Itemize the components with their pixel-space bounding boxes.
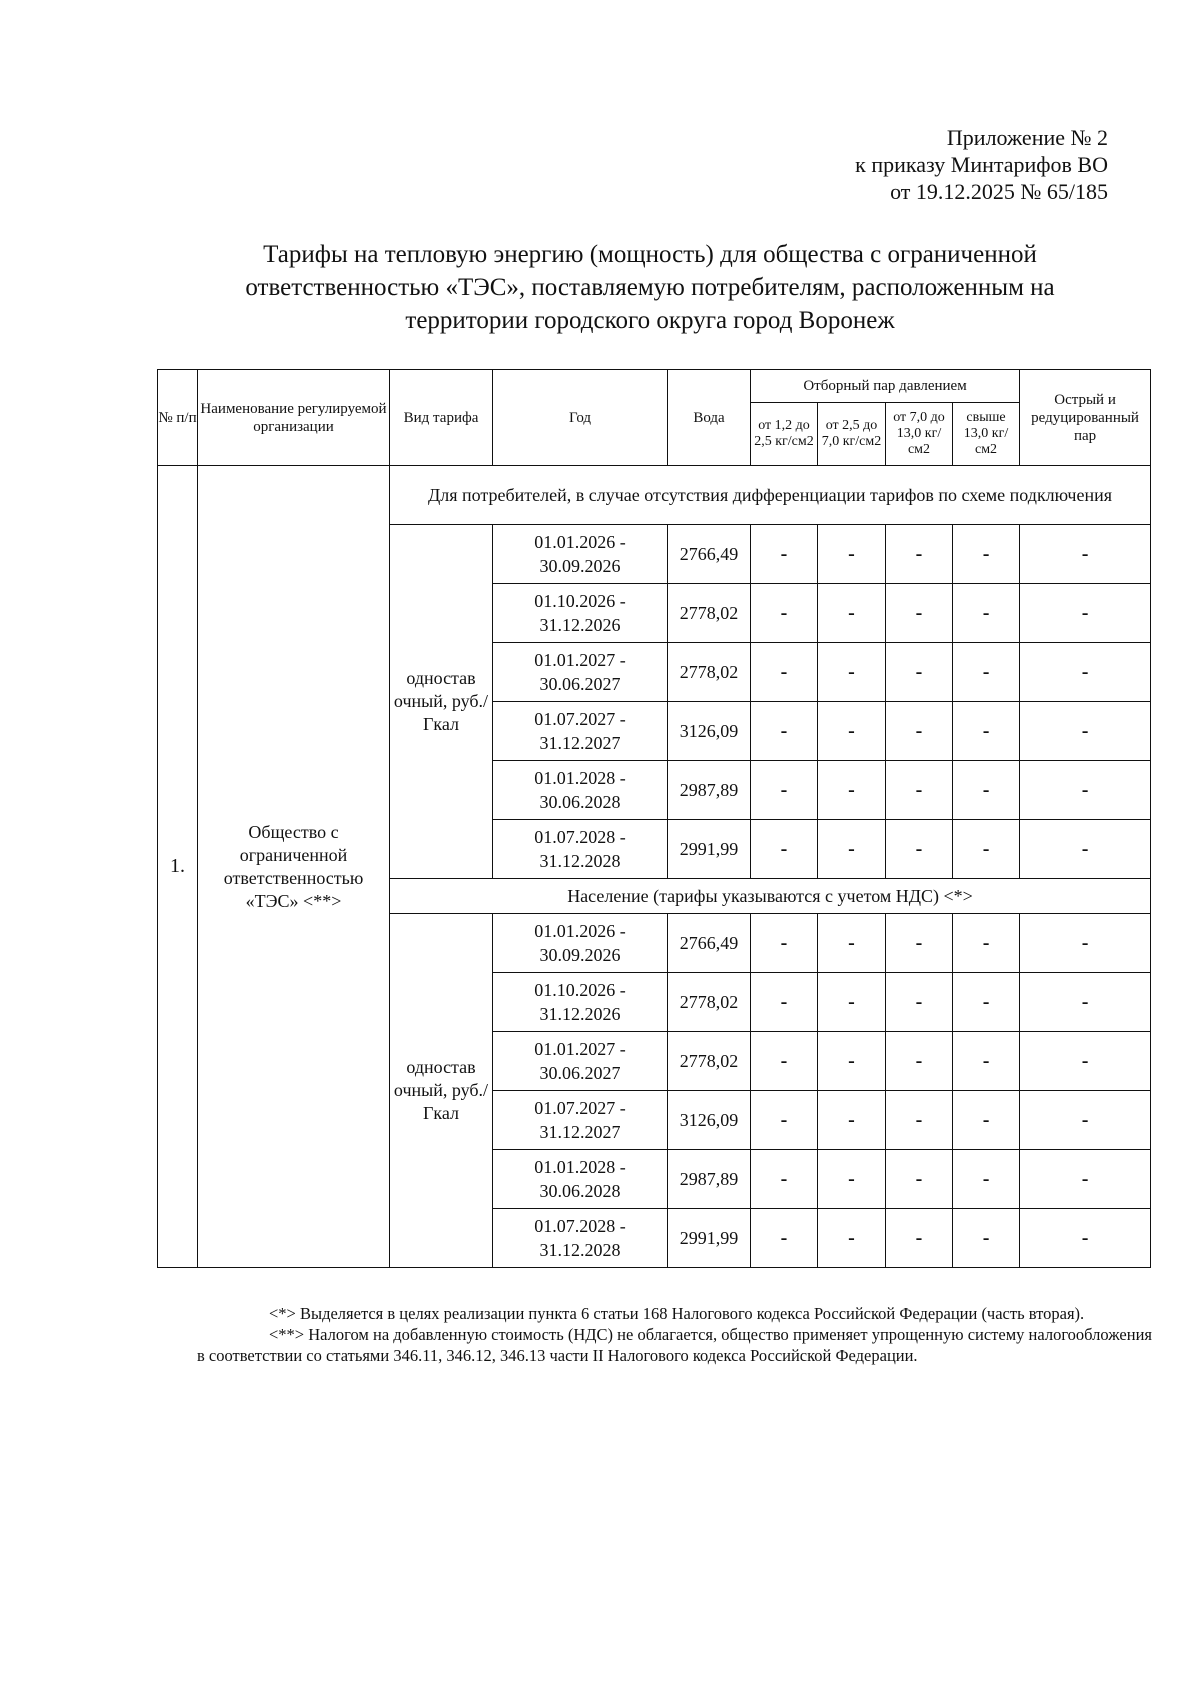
period-cell: 01.01.2028 - 30.06.2028: [493, 761, 668, 820]
sharp-steam-cell: -: [1020, 1209, 1151, 1268]
header-steam-4: свыше 13,0 кг/см2: [953, 403, 1020, 466]
tariff-kind: одностав очный, руб./Гкал: [390, 525, 493, 879]
steam-2-cell: -: [818, 584, 886, 643]
steam-1-cell: -: [751, 1032, 818, 1091]
water-tariff-cell: 3126,09: [668, 1091, 751, 1150]
steam-4-cell: -: [953, 914, 1020, 973]
steam-2-cell: -: [818, 1209, 886, 1268]
steam-3-cell: -: [886, 525, 953, 584]
period-cell: 01.07.2028 - 31.12.2028: [493, 1209, 668, 1268]
steam-3-cell: -: [886, 643, 953, 702]
section-caption: Для потребителей, в случае отсутствия дифференциации тарифов по схеме подключения: [390, 466, 1151, 525]
title-line-1: Тарифы на тепловую энергию (мощность) для общества с ограниченной: [263, 241, 1037, 268]
sharp-steam-cell: -: [1020, 525, 1151, 584]
steam-4-cell: -: [953, 525, 1020, 584]
section-caption: Население (тарифы указываются с учетом НДС) <*>: [390, 879, 1151, 914]
steam-4-cell: -: [953, 1032, 1020, 1091]
steam-4-cell: -: [953, 702, 1020, 761]
steam-2-cell: -: [818, 761, 886, 820]
water-tariff-cell: 2991,99: [668, 820, 751, 879]
water-tariff-cell: 2991,99: [668, 1209, 751, 1268]
steam-4-cell: -: [953, 761, 1020, 820]
header-year: Год: [493, 370, 668, 466]
water-tariff-cell: 2778,02: [668, 1032, 751, 1091]
steam-3-cell: -: [886, 914, 953, 973]
steam-4-cell: -: [953, 973, 1020, 1032]
header-steam-2: от 2,5 до 7,0 кг/см2: [818, 403, 886, 466]
water-tariff-cell: 2766,49: [668, 525, 751, 584]
steam-1-cell: -: [751, 1150, 818, 1209]
steam-1-cell: -: [751, 973, 818, 1032]
period-cell: 01.07.2027 - 31.12.2027: [493, 702, 668, 761]
steam-3-cell: -: [886, 1091, 953, 1150]
period-cell: 01.10.2026 - 31.12.2026: [493, 973, 668, 1032]
title-line-2: ответственностью «ТЭС», поставляемую потребителям, расположенным на: [245, 274, 1055, 301]
footnote-2: <**> Налогом на добавленную стоимость (НДС) не облагается, общество применяет упрощенную систему налогообложения в соответствии со статьями 346.11, 346.12, 346.13 части II Налогового кодекса Российской Федерации.: [197, 1325, 1152, 1365]
header-steam-group: Отборный пар давлением: [751, 370, 1020, 403]
steam-3-cell: -: [886, 1150, 953, 1209]
period-cell: 01.07.2028 - 31.12.2028: [493, 820, 668, 879]
steam-3-cell: -: [886, 761, 953, 820]
steam-2-cell: -: [818, 525, 886, 584]
footnote-1: <*> Выделяется в целях реализации пункта 6 статьи 168 Налогового кодекса Российской Федерации (часть вторая).: [269, 1304, 1085, 1323]
sharp-steam-cell: -: [1020, 820, 1151, 879]
tariff-kind: одностав очный, руб./Гкал: [390, 914, 493, 1268]
steam-1-cell: -: [751, 1209, 818, 1268]
steam-4-cell: -: [953, 584, 1020, 643]
steam-2-cell: -: [818, 1150, 886, 1209]
water-tariff-cell: 2766,49: [668, 914, 751, 973]
steam-3-cell: -: [886, 973, 953, 1032]
period-cell: 01.01.2026 - 30.09.2026: [493, 525, 668, 584]
steam-4-cell: -: [953, 820, 1020, 879]
sharp-steam-cell: -: [1020, 1032, 1151, 1091]
period-cell: 01.01.2028 - 30.06.2028: [493, 1150, 668, 1209]
steam-1-cell: -: [751, 820, 818, 879]
steam-2-cell: -: [818, 1091, 886, 1150]
period-cell: 01.01.2026 - 30.09.2026: [493, 914, 668, 973]
water-tariff-cell: 2778,02: [668, 973, 751, 1032]
steam-1-cell: -: [751, 525, 818, 584]
steam-3-cell: -: [886, 820, 953, 879]
tariff-table: [157, 369, 1151, 1268]
steam-4-cell: -: [953, 643, 1020, 702]
steam-2-cell: -: [818, 914, 886, 973]
steam-2-cell: -: [818, 973, 886, 1032]
sharp-steam-cell: -: [1020, 584, 1151, 643]
steam-3-cell: -: [886, 1209, 953, 1268]
header-org: Наименование регулируемой организации: [198, 370, 390, 466]
header-kind: Вид тарифа: [390, 370, 493, 466]
row-number: 1.: [158, 466, 198, 1268]
sharp-steam-cell: -: [1020, 761, 1151, 820]
document-title: [150, 238, 1150, 337]
steam-3-cell: -: [886, 584, 953, 643]
sharp-steam-cell: -: [1020, 973, 1151, 1032]
water-tariff-cell: 2778,02: [668, 584, 751, 643]
header-num: № п/п: [158, 370, 198, 466]
steam-4-cell: -: [953, 1150, 1020, 1209]
steam-4-cell: -: [953, 1091, 1020, 1150]
sharp-steam-cell: -: [1020, 1150, 1151, 1209]
steam-2-cell: -: [818, 1032, 886, 1091]
period-cell: 01.01.2027 - 30.06.2027: [493, 1032, 668, 1091]
steam-1-cell: -: [751, 702, 818, 761]
appendix-line-2: к приказу Минтарифов ВО: [855, 152, 1108, 177]
appendix-block: [855, 124, 1108, 205]
sharp-steam-cell: -: [1020, 1091, 1151, 1150]
header-steam-3: от 7,0 до 13,0 кг/см2: [886, 403, 953, 466]
header-water: Вода: [668, 370, 751, 466]
steam-1-cell: -: [751, 914, 818, 973]
steam-1-cell: -: [751, 1091, 818, 1150]
water-tariff-cell: 2987,89: [668, 761, 751, 820]
steam-2-cell: -: [818, 643, 886, 702]
appendix-line-1: Приложение № 2: [946, 125, 1108, 150]
steam-1-cell: -: [751, 584, 818, 643]
steam-3-cell: -: [886, 702, 953, 761]
sharp-steam-cell: -: [1020, 643, 1151, 702]
organization-name: Общество с ограниченной ответственностью «ТЭС» <**>: [198, 466, 390, 1268]
water-tariff-cell: 2778,02: [668, 643, 751, 702]
water-tariff-cell: 2987,89: [668, 1150, 751, 1209]
header-steam-1: от 1,2 до 2,5 кг/см2: [751, 403, 818, 466]
steam-2-cell: -: [818, 820, 886, 879]
title-line-3: территории городского округа город Воронеж: [405, 307, 895, 334]
water-tariff-cell: 3126,09: [668, 702, 751, 761]
period-cell: 01.07.2027 - 31.12.2027: [493, 1091, 668, 1150]
steam-1-cell: -: [751, 761, 818, 820]
period-cell: 01.10.2026 - 31.12.2026: [493, 584, 668, 643]
period-cell: 01.01.2027 - 30.06.2027: [493, 643, 668, 702]
steam-3-cell: -: [886, 1032, 953, 1091]
footnotes: [197, 1303, 1152, 1366]
sharp-steam-cell: -: [1020, 914, 1151, 973]
appendix-line-3: от 19.12.2025 № 65/185: [890, 179, 1108, 204]
header-sharp-steam: Острый и редуцированный пар: [1020, 370, 1151, 466]
steam-4-cell: -: [953, 1209, 1020, 1268]
sharp-steam-cell: -: [1020, 702, 1151, 761]
steam-2-cell: -: [818, 702, 886, 761]
steam-1-cell: -: [751, 643, 818, 702]
